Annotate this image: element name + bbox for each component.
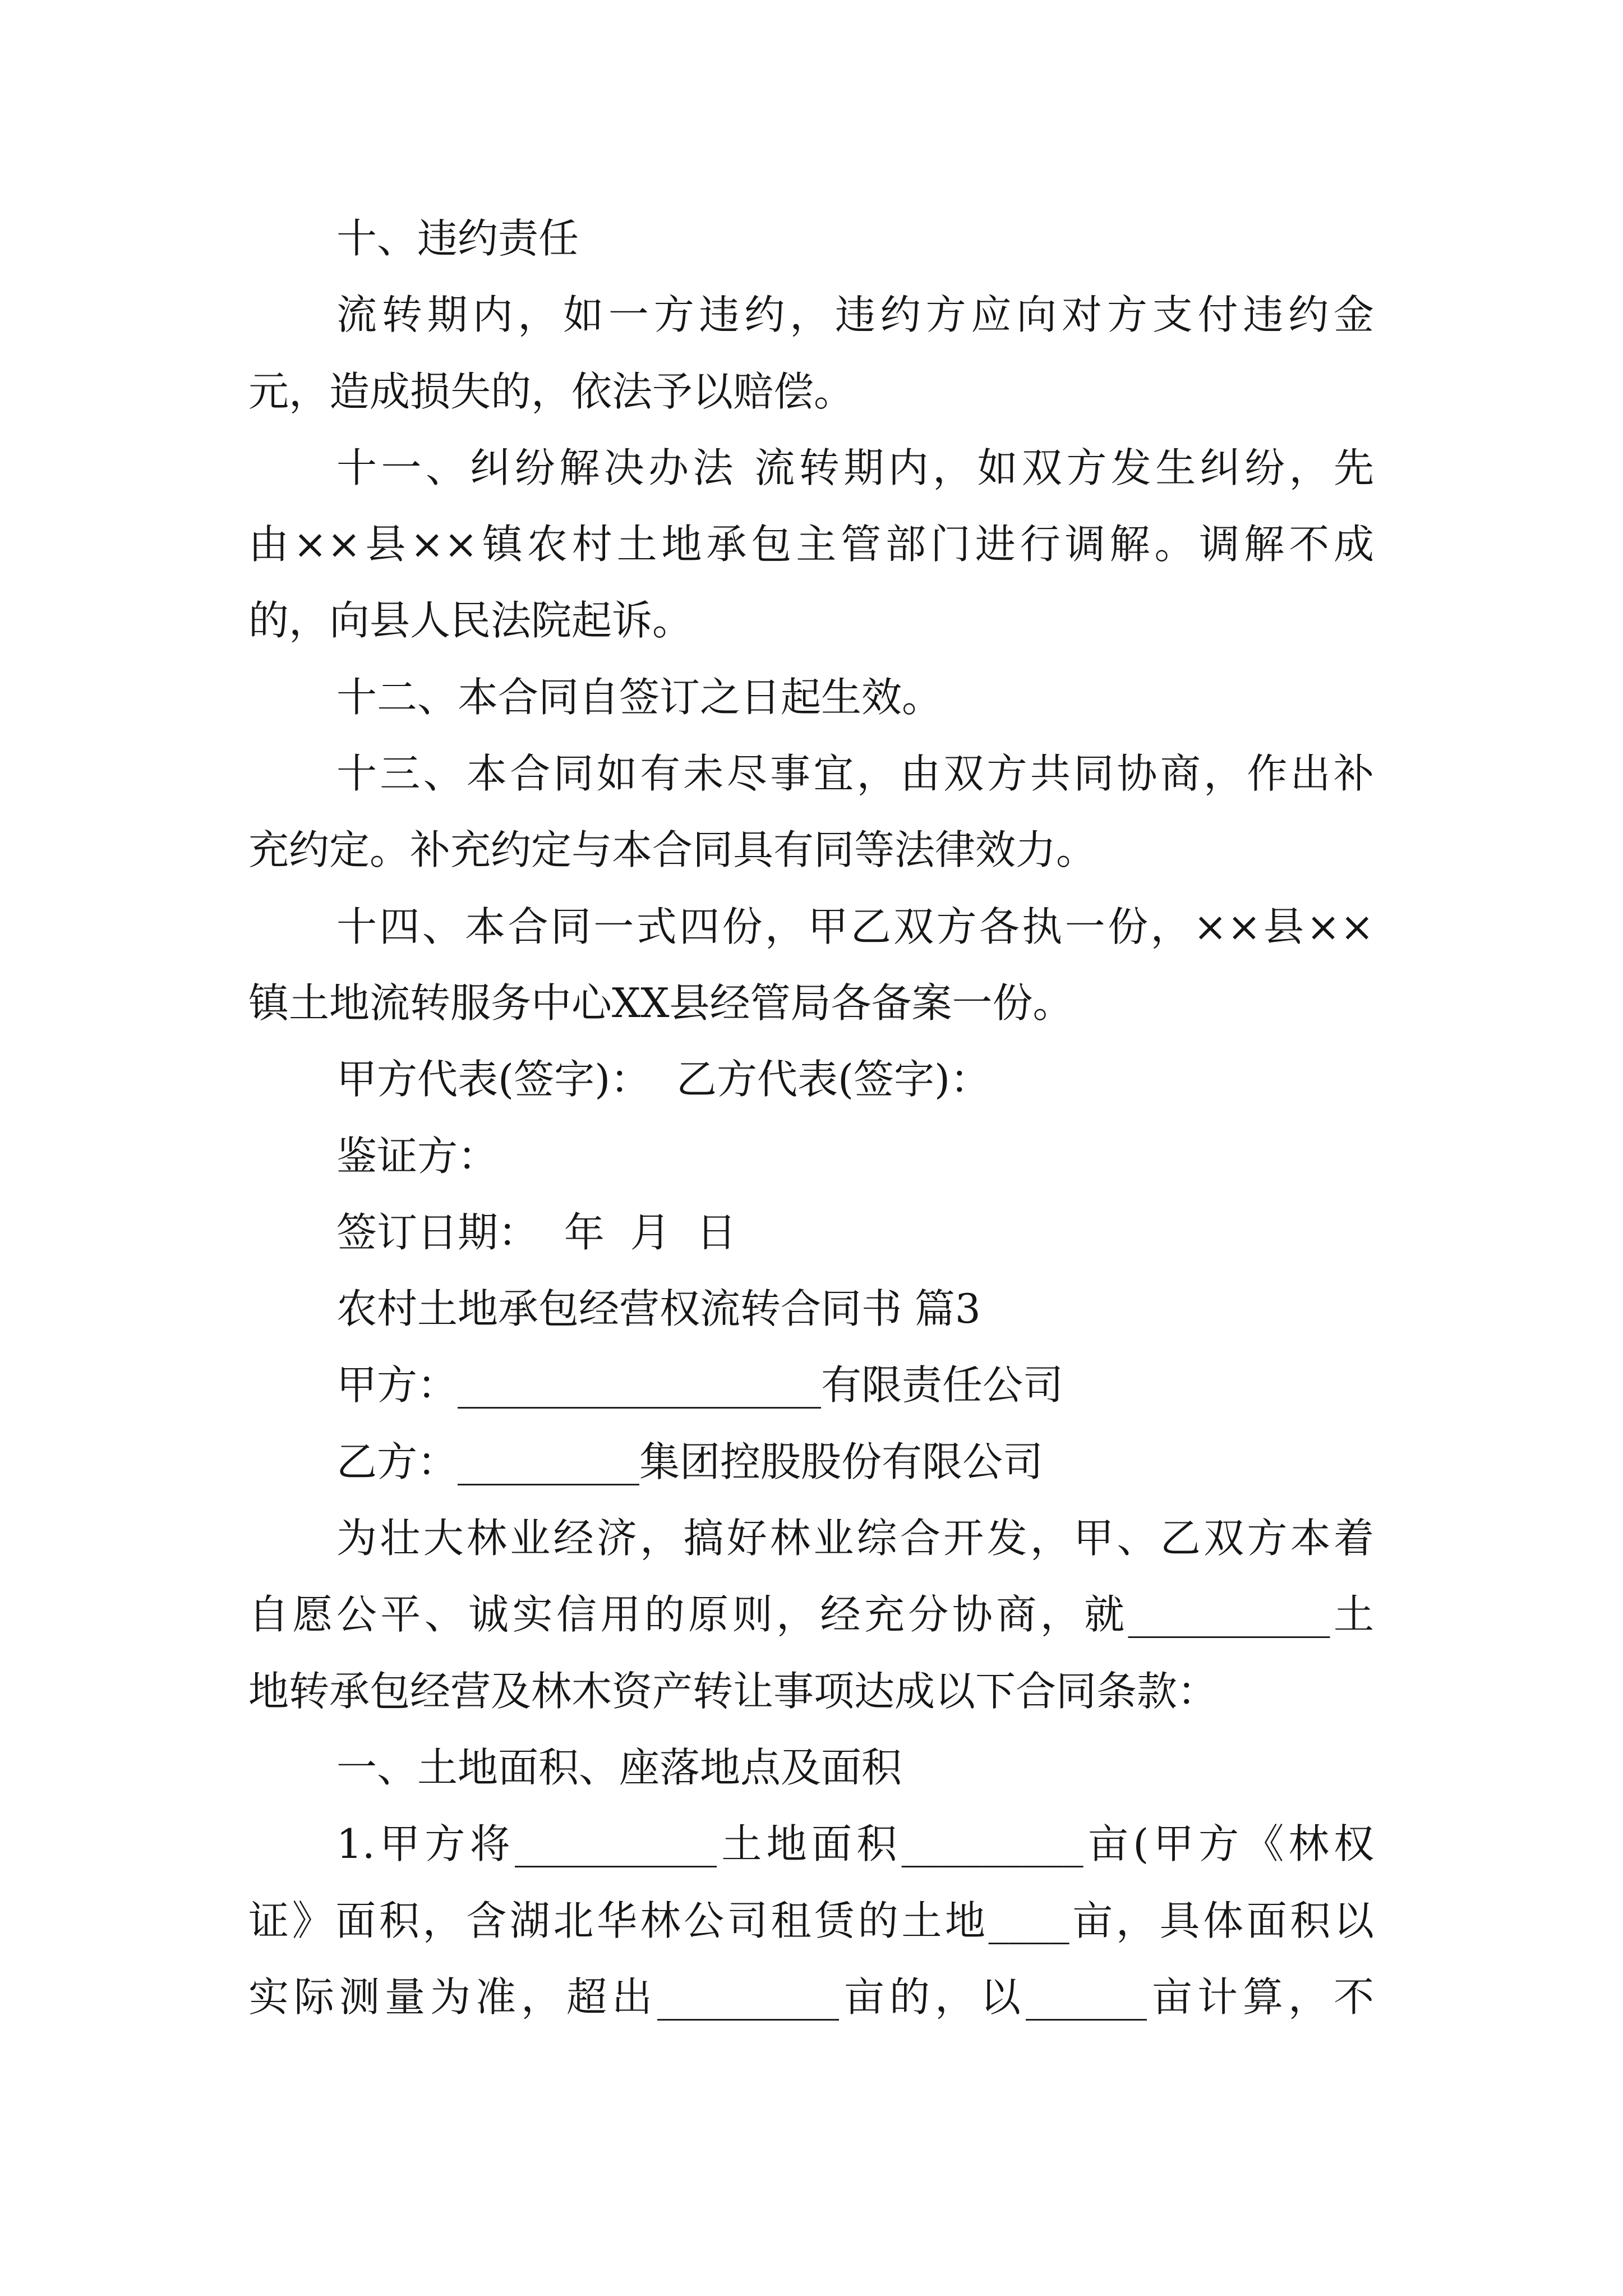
text-line: 镇土地流转服务中心XX县经管局各备案一份。 [248,979,1073,1027]
text-line: 十三、本合同如有未尽事宜，由双方共同协商，作出补 [336,750,1374,798]
party-b-line [248,1424,1374,1500]
text-line: 为壮大林业经济，搞好林业综合开发，甲、乙双方本着 [336,1515,1374,1562]
contract-title [248,1271,1374,1347]
text-line: 1.甲方将__________土地面积_________亩(甲方《林权 [336,1820,1374,1868]
text-line: 甲方：__________________有限责任公司 [336,1361,1064,1409]
party-a-line [248,1347,1374,1423]
text-line: 证》面积，含湖北华林公司租赁的土地____亩，具体面积以 [248,1897,1374,1944]
text-line: 十一、纠纷解决办法 流转期内，如双方发生纠纷，先 [336,444,1374,491]
text-line: 农村土地承包经营权流转合同书 篇3 [336,1285,981,1333]
text-line: 一、土地面积、座落地点及面积 [336,1743,902,1791]
preamble [248,1500,1374,1729]
text-line: 由××县××镇农村土地承包主管部门进行调解。调解不成 [248,521,1374,568]
section-1-item-1 [248,1806,1374,2035]
clause-11 [248,430,1374,659]
text-line: 十二、本合同自签订之日起生效。 [336,673,943,721]
document-body [248,200,1374,2035]
clause-10-text [248,277,1374,430]
text-line: 流转期内，如一方违约，违约方应向对方支付违约金 [336,291,1374,339]
text-line: 充约定。补充约定与本合同具有同等法律效力。 [248,826,1097,874]
signing-date-line [248,1194,1374,1271]
text-line: 鉴证方： [336,1132,499,1180]
text-line: 甲方代表(签字)： 乙方代表(签字)： [336,1056,991,1103]
text-line: 十四、本合同一式四份，甲乙双方各执一份，××县×× [336,903,1374,950]
text-line: 十、违约责任 [336,215,579,262]
text-line: 乙方：_________集团控股股份有限公司 [336,1438,1044,1485]
signature-line [248,1041,1374,1117]
text-line: 元，造成损失的，依法予以赔偿。 [248,367,855,415]
text-line: 的，向县人民法院起诉。 [248,597,693,645]
text-line: 签订日期： 年 月 日 [336,1208,737,1256]
clause-13 [248,735,1374,889]
witness-line [248,1118,1374,1194]
text-line: 自愿公平、诚实信用的原则，经充分协商，就__________土 [248,1591,1374,1639]
clause-14 [248,889,1374,1042]
clause-12 [248,659,1374,735]
section-1-heading [248,1729,1374,1806]
text-line: 实际测量为准，超出_________亩的，以______亩计算，不 [248,1973,1374,2021]
text-line: 地转承包经营及林木资产转让事项达成以下合同条款： [248,1667,1218,1715]
clause-10-heading [248,200,1374,277]
